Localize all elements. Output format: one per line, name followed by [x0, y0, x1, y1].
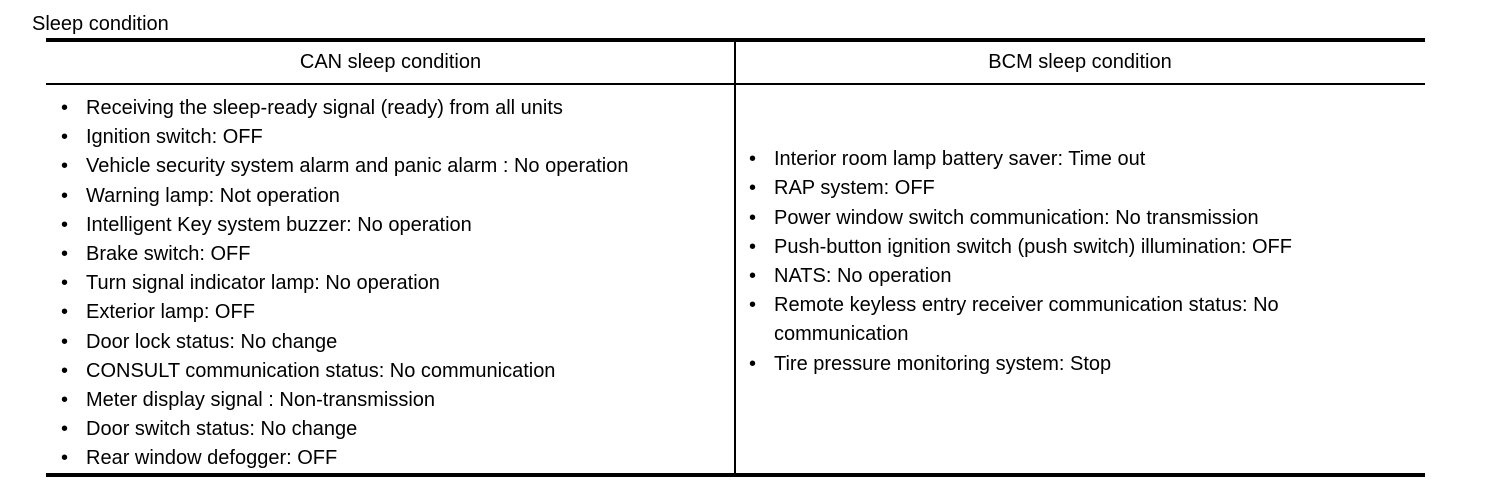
list-item: • Intelligent Key system buzzer: No operation: [46, 211, 734, 240]
column-header-bcm: BCM sleep condition: [988, 51, 1172, 73]
list-item: • Power window switch communication: No transmission: [736, 204, 1425, 233]
bullet-icon: •: [61, 272, 69, 295]
can-conditions-list: [46, 94, 734, 474]
list-item: • Exterior lamp: OFF: [46, 298, 734, 327]
list-item: • RAP system: OFF: [736, 174, 1425, 203]
list-item: • Vehicle security system alarm and panic alarm : No operation: [46, 152, 734, 181]
list-item: • CONSULT communication status: No communication: [46, 357, 734, 386]
list-item: • Warning lamp: Not operation: [46, 182, 734, 211]
bullet-icon: •: [61, 243, 69, 266]
bullet-icon: •: [61, 389, 69, 412]
bullet-icon: •: [749, 235, 757, 258]
list-item: • Ignition switch: OFF: [46, 123, 734, 152]
bullet-icon: •: [749, 352, 757, 375]
can-conditions-cell: [46, 85, 734, 473]
bullet-icon: •: [749, 294, 757, 317]
list-item: • Receiving the sleep-ready signal (ready) from all units: [46, 94, 734, 123]
bullet-icon: •: [61, 301, 69, 324]
bullet-icon: •: [61, 97, 69, 119]
list-item: • Meter display signal : Non-transmission: [46, 386, 734, 415]
bullet-icon: •: [61, 155, 69, 178]
list-item: • Interior room lamp battery saver: Time out: [736, 145, 1425, 174]
bullet-icon: •: [61, 447, 69, 470]
list-item: • Tire pressure monitoring system: Stop: [736, 350, 1425, 379]
bullet-icon: •: [749, 148, 757, 171]
list-item: • Remote keyless entry receiver communication status: No communication: [736, 291, 1425, 349]
list-item: • Door lock status: No change: [46, 328, 734, 357]
list-item: • Brake switch: OFF: [46, 240, 734, 269]
bullet-icon: •: [61, 330, 69, 353]
list-item: • NATS: No operation: [736, 262, 1425, 291]
bullet-icon: •: [749, 265, 757, 287]
list-item: • Push-button ignition switch (push switch) illumination: OFF: [736, 233, 1425, 262]
bullet-icon: •: [61, 359, 69, 382]
table-caption: Sleep condition: [32, 13, 169, 35]
bullet-icon: •: [61, 126, 69, 149]
list-item: • Turn signal indicator lamp: No operation: [46, 269, 734, 298]
bullet-icon: •: [749, 177, 757, 200]
bullet-icon: •: [61, 213, 69, 236]
list-item: • Door switch status: No change: [46, 415, 734, 444]
bullet-icon: •: [61, 418, 69, 441]
bcm-conditions-list: [736, 145, 1425, 379]
column-header-can: CAN sleep condition: [299, 51, 482, 73]
list-item: • Rear window defogger: OFF: [46, 444, 734, 473]
sleep-condition-table: [46, 38, 1425, 477]
bcm-conditions-cell: [736, 85, 1425, 473]
bullet-icon: •: [61, 184, 69, 207]
bullet-icon: •: [749, 206, 757, 229]
